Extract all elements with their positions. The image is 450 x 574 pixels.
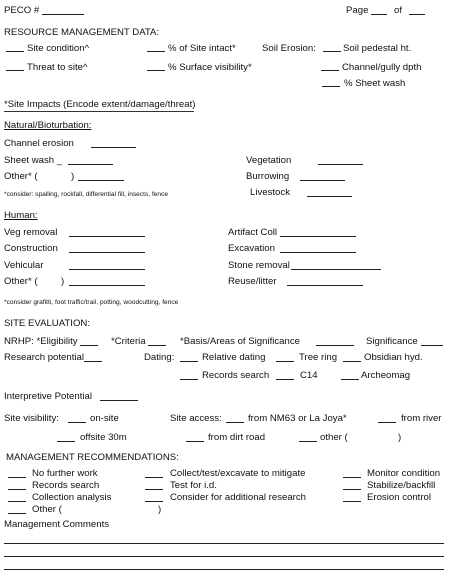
from-river-label: from river <box>401 413 442 424</box>
page-number-field[interactable] <box>371 14 387 15</box>
archeomag-field[interactable] <box>341 379 359 380</box>
channel-gully-field[interactable] <box>321 70 339 71</box>
on-site-field[interactable] <box>68 422 86 423</box>
criteria-field[interactable] <box>148 345 166 346</box>
from-nm63-label: from NM63 or La Joya* <box>248 413 347 424</box>
monitor-field[interactable] <box>343 477 361 478</box>
offsite-field[interactable] <box>57 441 75 442</box>
human-other-close: ) <box>61 276 65 287</box>
threat-field[interactable] <box>6 70 24 71</box>
site-condition-field[interactable] <box>6 51 24 52</box>
livestock-label: Livestock <box>250 187 290 198</box>
basis-label: *Basis/Areas of Significance <box>180 336 300 347</box>
soil-erosion-label: Soil Erosion: <box>262 43 316 54</box>
research-potential-field[interactable] <box>84 361 102 362</box>
mgmt-other-label: Other ( <box>32 504 62 515</box>
erosion-control-label: Erosion control <box>367 492 431 503</box>
human-note: *consider grafitti, foot traffic/trail, potting, woodcutting, fence <box>4 299 179 306</box>
construction-field[interactable] <box>69 252 145 253</box>
page-label: Page <box>346 5 369 16</box>
stabilize-label: Stabilize/backfill <box>367 480 436 491</box>
stabilize-field[interactable] <box>343 489 361 490</box>
interpretive-potential-label: Interpretive Potential <box>4 391 92 402</box>
stone-removal-field[interactable] <box>291 269 381 270</box>
burrowing-field[interactable] <box>300 180 345 181</box>
site-visibility-label: Site visibility: <box>4 413 59 424</box>
from-dirt-road-field[interactable] <box>186 441 204 442</box>
tree-ring-field[interactable] <box>276 361 294 362</box>
veg-removal-field[interactable] <box>69 236 145 237</box>
collect-test-label: Collect/test/excavate to mitigate <box>170 468 306 479</box>
pct-intact-label: % of Site intact* <box>168 43 236 54</box>
other-access-field[interactable] <box>299 441 317 442</box>
mgmt-other-field[interactable] <box>8 513 26 514</box>
channel-erosion-label: Channel erosion <box>4 138 74 149</box>
reuse-label: Reuse/litter <box>228 276 277 287</box>
natural-other-field[interactable] <box>78 180 124 181</box>
management-comments-label: Management Comments <box>4 519 110 530</box>
natural-note: *consider: spalling, rockfall, differential fill, insects, fence <box>4 191 169 198</box>
test-id-label: Test for i.d. <box>170 480 217 491</box>
no-further-work-field[interactable] <box>8 477 26 478</box>
natural-title: Natural/Bioturbation: <box>4 120 92 131</box>
c14-label: C14 <box>300 370 318 381</box>
sheet-wash-pct-field[interactable] <box>322 86 340 87</box>
collect-test-field[interactable] <box>145 477 163 478</box>
from-nm63-field[interactable] <box>226 422 244 423</box>
surface-visibility-label: % Surface visibility* <box>168 62 252 73</box>
tree-ring-label: Tree ring <box>299 352 338 363</box>
eligibility-field[interactable] <box>80 345 98 346</box>
monitor-label: Monitor condition <box>367 468 441 479</box>
collection-analysis-label: Collection analysis <box>32 492 112 503</box>
excavation-label: Excavation <box>228 243 275 254</box>
records-search-field[interactable] <box>180 379 198 380</box>
consider-research-label: Consider for additional research <box>170 492 306 503</box>
vehicular-field[interactable] <box>69 269 145 270</box>
excavation-field[interactable] <box>280 252 356 253</box>
collection-analysis-field[interactable] <box>8 501 26 502</box>
burrowing-label: Burrowing <box>246 171 290 182</box>
natural-other-label: Other* ( <box>4 171 38 182</box>
records-search-label: Records search <box>202 370 270 381</box>
interpretive-potential-field[interactable] <box>100 400 138 401</box>
site-condition-label: Site condition^ <box>27 43 90 54</box>
archeomag-label: Archeomag <box>361 370 411 381</box>
no-further-work-label: No further work <box>32 468 98 479</box>
other-access-label: other ( <box>320 432 348 443</box>
soil-pedestal-field[interactable] <box>323 51 341 52</box>
construction-label: Construction <box>4 243 58 254</box>
basis-field[interactable] <box>316 345 354 346</box>
vehicular-label: Vehicular <box>4 260 44 271</box>
criteria-label: *Criteria <box>111 336 146 347</box>
vegetation-label: Vegetation <box>246 155 292 166</box>
site-impacts-title: *Site Impacts (Encode extent/damage/threat) <box>4 99 196 110</box>
management-title: MANAGEMENT RECOMMENDATIONS: <box>6 452 179 463</box>
channel-gully-label: Channel/gully dpth <box>342 62 422 73</box>
test-id-field[interactable] <box>145 489 163 490</box>
artifact-coll-label: Artifact Coll <box>228 227 278 238</box>
soil-pedestal-label: Soil pedestal ht. <box>343 43 412 54</box>
natural-other-close: ) <box>71 171 75 182</box>
artifact-coll-field[interactable] <box>280 236 356 237</box>
relative-dating-field[interactable] <box>180 361 198 362</box>
stone-removal-label: Stone removal <box>228 260 290 271</box>
site-evaluation-title: SITE EVALUATION: <box>4 318 91 329</box>
reuse-field[interactable] <box>287 285 363 286</box>
comment-line-2[interactable] <box>4 556 444 557</box>
on-site-label: on-site <box>90 413 119 424</box>
human-title: Human: <box>4 210 38 221</box>
comment-line-1[interactable] <box>4 543 444 544</box>
mgmt-records-search-field[interactable] <box>8 489 26 490</box>
peco-label: PECO # <box>4 5 40 16</box>
from-river-field[interactable] <box>378 422 396 423</box>
channel-erosion-field[interactable] <box>91 147 136 148</box>
significance-label: Significance <box>366 336 418 347</box>
livestock-field[interactable] <box>307 196 352 197</box>
human-other-label: Other* ( <box>4 276 38 287</box>
sheet-wash-field[interactable] <box>68 164 113 165</box>
vegetation-field[interactable] <box>318 164 363 165</box>
offsite-label: offsite 30m <box>80 432 127 443</box>
mgmt-other-close: ) <box>158 504 162 515</box>
obsidian-label: Obsidian hyd. <box>364 352 423 363</box>
significance-field[interactable] <box>421 345 443 346</box>
relative-dating-label: Relative dating <box>202 352 266 363</box>
threat-label: Threat to site^ <box>27 62 88 73</box>
human-other-field[interactable] <box>69 285 145 286</box>
page-of-label: of <box>394 5 403 16</box>
research-potential-label: Research potential <box>4 352 84 363</box>
veg-removal-label: Veg removal <box>4 227 58 238</box>
page-total-field[interactable] <box>409 14 425 15</box>
peco-field[interactable] <box>42 14 84 15</box>
erosion-control-field[interactable] <box>343 501 361 502</box>
surface-visibility-field[interactable] <box>147 70 165 71</box>
pct-intact-field[interactable] <box>147 51 165 52</box>
sheet-wash-label: Sheet wash _ <box>4 155 63 166</box>
sheet-wash-pct-label: % Sheet wash <box>344 78 406 89</box>
from-dirt-road-label: from dirt road <box>208 432 266 443</box>
obsidian-field[interactable] <box>343 361 361 362</box>
resource-management-title: RESOURCE MANAGEMENT DATA: <box>4 27 160 38</box>
nrhp-eligibility-label: NRHP: *Eligibility <box>4 336 78 347</box>
mgmt-records-search-label: Records search <box>32 480 100 491</box>
other-access-close: ) <box>398 432 402 443</box>
comment-line-3[interactable] <box>4 569 444 570</box>
c14-field[interactable] <box>276 379 294 380</box>
dating-label: Dating: <box>144 352 175 363</box>
consider-research-field[interactable] <box>145 501 163 502</box>
site-access-label: Site access: <box>170 413 222 424</box>
